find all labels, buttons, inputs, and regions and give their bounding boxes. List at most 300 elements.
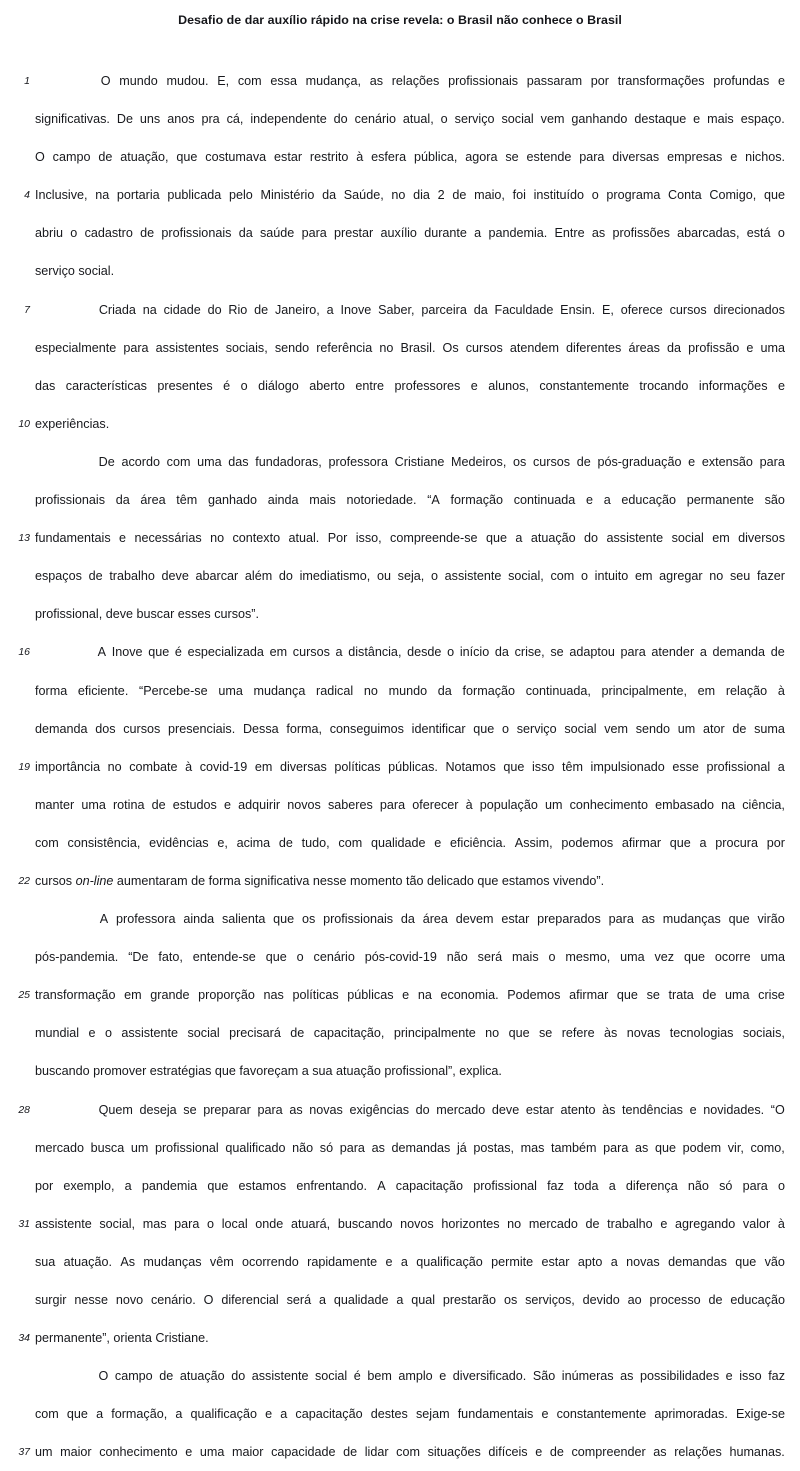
word: na <box>142 302 157 317</box>
line-text <box>35 329 785 367</box>
word: estudos <box>172 797 217 812</box>
word: social <box>501 112 534 127</box>
word: pós-graduação <box>597 454 682 469</box>
word: esfera <box>371 150 407 165</box>
word: tudo, <box>301 835 330 850</box>
word: e <box>746 340 754 355</box>
word: campo <box>52 150 91 165</box>
word: novos <box>400 1216 434 1231</box>
word: demandas <box>668 1254 727 1269</box>
line-number: 31 <box>18 1217 30 1230</box>
word: e <box>223 797 231 812</box>
word: assistente <box>121 1026 179 1041</box>
word: com <box>35 835 59 850</box>
word: formação <box>450 493 503 508</box>
word: mais <box>707 112 734 127</box>
word: em <box>634 569 653 584</box>
word: profissional <box>706 759 771 774</box>
line-number <box>0 138 30 176</box>
word: sociais, <box>742 1026 785 1041</box>
word: têm <box>561 759 583 774</box>
line-number <box>0 786 30 824</box>
word: Inove <box>111 645 143 660</box>
word: seu <box>729 569 751 584</box>
word: professora <box>328 454 388 469</box>
word: virão <box>757 912 785 927</box>
word: permanente <box>686 493 754 508</box>
word: que <box>273 912 295 927</box>
word: de <box>702 988 717 1003</box>
word: que <box>503 759 525 774</box>
word: das <box>35 378 56 393</box>
word: social, <box>508 569 544 584</box>
word: estar <box>541 1254 570 1269</box>
word: Conta <box>668 188 702 203</box>
word: “A <box>427 493 440 508</box>
line-number: 10 <box>18 417 30 430</box>
word: fundamentais <box>35 531 111 546</box>
word: se <box>646 988 660 1003</box>
word: de <box>770 645 785 660</box>
word: se <box>505 150 519 165</box>
word: com <box>396 1445 420 1460</box>
word: sendo <box>635 721 671 736</box>
word: os <box>301 912 316 927</box>
word: para <box>379 797 406 812</box>
text-line <box>0 1014 800 1052</box>
word: no <box>379 340 394 355</box>
word: de <box>278 835 293 850</box>
word: atual. <box>288 531 320 546</box>
line-text <box>35 443 785 481</box>
word: na <box>417 988 432 1003</box>
word: o <box>440 112 448 127</box>
word: social <box>671 531 704 546</box>
word: no <box>210 531 225 546</box>
word: pós-covid-19 <box>364 950 437 965</box>
word: bem <box>367 1369 392 1384</box>
word: com <box>338 835 363 850</box>
word: Criada <box>98 302 136 317</box>
word: públicas <box>347 988 394 1003</box>
word: mudou. <box>166 74 209 88</box>
word: na <box>721 797 736 812</box>
word: das <box>228 454 249 469</box>
word: procura <box>715 835 758 850</box>
word: de <box>98 150 113 165</box>
word: a <box>515 531 523 546</box>
word: Dessa <box>242 721 279 736</box>
word: pública, <box>414 150 458 165</box>
line-text <box>35 1091 785 1129</box>
word: busca <box>90 1140 125 1155</box>
text-line <box>0 824 800 862</box>
word: às <box>602 1102 616 1117</box>
word: no <box>107 759 122 774</box>
word: que <box>176 150 198 165</box>
line-number <box>0 329 30 367</box>
line-number: 1 <box>24 75 30 87</box>
word: o <box>447 645 455 660</box>
line-text <box>35 672 785 710</box>
text-line <box>0 786 800 824</box>
word: serviço <box>516 721 557 736</box>
word: novas <box>626 1026 661 1041</box>
word: de <box>549 1445 564 1460</box>
word: sociais, <box>225 340 268 355</box>
word: estamos <box>238 1178 287 1193</box>
word: inúmeras <box>561 1369 614 1384</box>
word: distância, <box>348 645 402 660</box>
word: um <box>35 1445 53 1460</box>
word: cenário. <box>151 1293 196 1307</box>
word: à <box>356 150 364 165</box>
word: educação <box>621 493 677 508</box>
word: da <box>322 188 337 203</box>
line-number <box>0 672 30 710</box>
word: novos <box>287 797 321 812</box>
word: e <box>535 1445 543 1460</box>
word: oferece <box>620 302 663 317</box>
word: a <box>474 226 482 241</box>
word: da <box>667 340 682 355</box>
word: destaque <box>634 112 687 127</box>
word: de <box>343 1445 358 1460</box>
word: ao <box>627 1293 642 1307</box>
word: educação <box>730 1293 785 1307</box>
word: da <box>115 493 130 508</box>
word: qual <box>411 1293 435 1307</box>
word: as <box>620 1369 634 1384</box>
word: faz <box>768 1369 785 1384</box>
word: vêm <box>209 1254 234 1269</box>
word: relação <box>725 683 768 698</box>
line-number <box>0 481 30 519</box>
word: capacidade <box>271 1445 336 1460</box>
word: a <box>699 645 707 660</box>
word: intuito <box>594 569 629 584</box>
page-title: Desafio de dar auxílio rápido na crise revela: o Brasil não conhece o Brasil <box>178 13 622 27</box>
word: manter <box>35 797 75 812</box>
word: com <box>550 569 575 584</box>
word: mudanças <box>662 912 721 927</box>
word: atuação <box>530 531 576 546</box>
word: de <box>290 1026 305 1041</box>
word: capacitação <box>395 1178 464 1193</box>
word: e <box>689 1102 697 1117</box>
word: de <box>254 302 269 317</box>
word: dia <box>413 188 430 203</box>
word: para <box>742 1178 768 1193</box>
word: se <box>538 1026 553 1041</box>
word: a <box>699 835 707 850</box>
word: já <box>456 1140 467 1155</box>
word: conhecimento <box>99 1445 178 1460</box>
word: demanda <box>35 721 88 736</box>
word: da <box>473 302 488 317</box>
text-line <box>0 519 800 557</box>
text-line <box>0 1395 800 1433</box>
word: entre <box>355 378 385 393</box>
word: Inclusive, <box>35 188 88 203</box>
word: consistência, <box>67 835 141 850</box>
word: As <box>120 1254 136 1269</box>
word: entende-se <box>192 950 256 965</box>
word: principalmente, <box>601 683 687 698</box>
word: as <box>591 226 606 241</box>
word: profissionais <box>35 493 105 508</box>
word: cursos <box>669 302 707 317</box>
word: novo <box>115 1293 144 1307</box>
line-number <box>0 1281 30 1319</box>
word: com <box>237 74 262 88</box>
word: empresas <box>667 150 723 165</box>
word: do <box>231 1369 246 1384</box>
word: uma <box>199 1445 225 1460</box>
word: O <box>35 150 45 165</box>
line-number <box>0 595 30 633</box>
line-text <box>35 786 785 824</box>
word: “Percebe-se <box>139 683 208 698</box>
word: e <box>586 493 594 508</box>
word: E, <box>602 302 614 317</box>
word: cursos <box>123 721 161 736</box>
paragraph-indent <box>35 1091 92 1129</box>
word: de <box>88 569 103 584</box>
word: à <box>777 683 785 698</box>
word: fazer <box>756 569 785 584</box>
word: uma <box>760 950 785 965</box>
line-number: 13 <box>18 532 30 545</box>
word: e <box>688 454 696 469</box>
text-line <box>0 938 800 976</box>
word: nichos. <box>745 150 785 165</box>
paragraph-indent <box>35 62 92 100</box>
word: dos <box>95 721 116 736</box>
word: seja, <box>397 569 425 584</box>
word: compreender <box>571 1445 646 1460</box>
word: área <box>140 493 166 508</box>
word: continuada <box>513 493 576 508</box>
word: novidades. <box>703 1102 765 1117</box>
word: e <box>660 1216 668 1231</box>
word: tendências <box>622 1102 683 1117</box>
line-text <box>35 519 785 557</box>
text-line <box>0 1129 800 1167</box>
line-number <box>0 1129 30 1167</box>
word: do <box>207 302 222 317</box>
line-text <box>35 976 785 1014</box>
line-text <box>35 100 785 138</box>
word: os <box>513 454 527 469</box>
paragraph-indent <box>35 633 92 671</box>
text-line <box>0 710 800 748</box>
word: só <box>719 1178 733 1193</box>
word: professores <box>394 378 461 393</box>
line-number <box>0 824 30 862</box>
word: faz <box>547 1178 564 1193</box>
word: preparar <box>203 1102 251 1117</box>
line-number <box>0 443 30 481</box>
word: necessárias <box>134 531 202 546</box>
word: serviço social. <box>35 264 115 279</box>
word: onde <box>255 1216 284 1231</box>
word: e <box>185 1445 193 1460</box>
word: continuada, <box>525 683 591 698</box>
line-text <box>35 824 785 862</box>
word: postas, <box>473 1140 514 1155</box>
word: salienta <box>221 912 266 927</box>
text-line <box>0 405 800 443</box>
word: ou <box>376 569 391 584</box>
word: experiências. <box>35 416 110 431</box>
word: qualificação <box>190 1407 257 1422</box>
word: local <box>221 1216 248 1231</box>
word: uma <box>197 454 222 469</box>
word: públicas. <box>388 759 438 774</box>
word: e <box>777 378 785 393</box>
word: estende <box>526 150 572 165</box>
text-line <box>0 1091 800 1129</box>
line-text <box>35 1357 785 1395</box>
word: contexto <box>232 531 281 546</box>
text-line <box>0 1319 800 1357</box>
word: que <box>654 1140 676 1155</box>
word: Quem <box>98 1102 133 1117</box>
word: para <box>603 1140 629 1155</box>
word: qualidade <box>333 1293 389 1307</box>
word: para <box>608 912 634 927</box>
word: o <box>777 226 785 241</box>
word: amplo <box>398 1369 433 1384</box>
word: Os <box>442 340 459 355</box>
word: constantemente <box>556 1407 647 1422</box>
word: referência <box>316 340 373 355</box>
word: cursos <box>465 340 503 355</box>
word: assistente <box>251 1369 309 1384</box>
word: a <box>335 645 343 660</box>
word: e <box>402 988 410 1003</box>
word: políticas <box>292 988 339 1003</box>
word: no <box>709 569 724 584</box>
word: proporção <box>198 988 255 1003</box>
text-line <box>0 1167 800 1205</box>
line-text <box>35 367 785 405</box>
word: vem <box>604 721 629 736</box>
word: sua <box>35 1254 56 1269</box>
word: atuação. <box>63 1254 112 1269</box>
word: E, <box>217 74 230 88</box>
word: A <box>97 645 107 660</box>
word: o <box>240 378 248 393</box>
word: em <box>254 759 273 774</box>
word: uma <box>760 340 785 355</box>
word: da <box>437 683 452 698</box>
text-line <box>0 1205 800 1243</box>
word: diálogo <box>258 378 299 393</box>
word: fundadoras, <box>255 454 322 469</box>
word: a <box>124 1178 132 1193</box>
word: Comigo, <box>709 188 757 203</box>
word: que <box>148 645 170 660</box>
word: a <box>318 1293 326 1307</box>
line-number: 28 <box>18 1103 30 1116</box>
word: profissão <box>688 340 740 355</box>
word: que <box>735 1254 757 1269</box>
word: Rio <box>228 302 248 317</box>
word: afirmar <box>569 988 609 1003</box>
word: é <box>223 378 231 393</box>
line-number: 7 <box>24 303 30 316</box>
word: assistentes <box>155 340 219 355</box>
word: atender <box>651 645 695 660</box>
word: assistente <box>606 531 664 546</box>
word: o <box>430 569 438 584</box>
line-text <box>35 176 785 214</box>
word: é <box>353 1369 361 1384</box>
word: é <box>174 645 182 660</box>
word: devem <box>455 912 494 927</box>
line-text <box>35 1319 785 1357</box>
text-line <box>0 100 800 138</box>
word: sendo <box>274 340 310 355</box>
word: crise <box>758 988 785 1003</box>
word: eficiência. <box>450 835 507 850</box>
word: permanente”, orienta Cristiane. <box>35 1331 209 1346</box>
word: ocorrendo <box>242 1254 299 1269</box>
word: mundo <box>119 74 158 88</box>
word: saberes <box>327 797 373 812</box>
word: e <box>88 1026 96 1041</box>
line-text <box>35 1129 785 1167</box>
word: a <box>400 1254 408 1269</box>
word: covid-19 <box>199 759 248 774</box>
word: exigências <box>349 1102 409 1117</box>
word: o <box>70 226 78 241</box>
word: no <box>391 188 406 203</box>
word: pandemia. <box>488 226 548 241</box>
word: constantemente <box>539 378 629 393</box>
word: e <box>385 1254 393 1269</box>
text-line <box>0 252 800 290</box>
word: O <box>203 1293 214 1307</box>
word: radical <box>316 683 354 698</box>
word: independente <box>250 112 327 127</box>
word: políticas <box>334 759 381 774</box>
word: ganhado <box>207 493 258 508</box>
word: para <box>579 150 605 165</box>
word: mundial <box>35 1026 80 1041</box>
word: ocorre <box>714 950 751 965</box>
word: Janeiro, <box>274 302 320 317</box>
word: diversas <box>612 150 660 165</box>
word: significativas. <box>35 112 110 127</box>
word: portaria <box>116 188 160 203</box>
word: o <box>104 1026 112 1041</box>
word: no <box>507 1216 522 1231</box>
word: exemplo, <box>63 1178 115 1193</box>
word: a <box>280 1407 288 1422</box>
text-line <box>0 291 800 329</box>
word: e <box>725 1369 733 1384</box>
word: São <box>532 1369 556 1384</box>
word: para <box>123 340 149 355</box>
word: da <box>238 226 253 241</box>
word: evidências <box>149 835 209 850</box>
line-number <box>0 214 30 252</box>
word: profissional <box>473 1178 537 1193</box>
word: deseja <box>139 1102 177 1117</box>
